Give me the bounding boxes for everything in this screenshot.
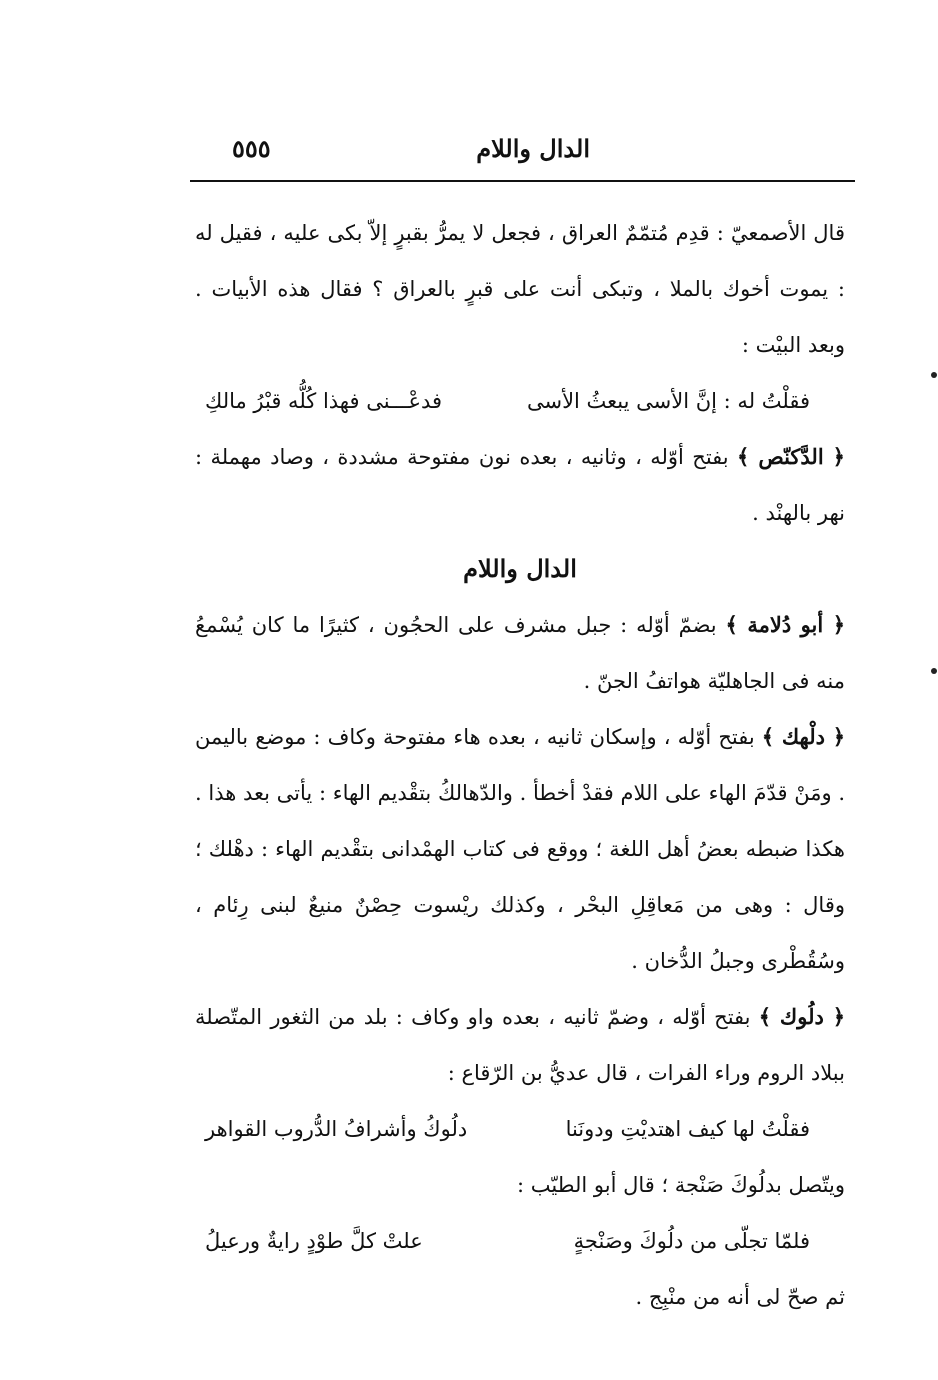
verse-hemistich: فقلْتُ لها كيف اهتديْتِ ودونَنا [565,1117,810,1141]
margin-dot [931,668,937,674]
entry-text: بضمّ أوّله : جبل مشرف على الحجُون ، كثيرًا ما كان يُسْمعُ منه فى الجاهليّة هواتفُ الجنّ . [195,613,845,693]
entry-text: بفتح أوّله ، وضمّ ثانيه ، بعده واو وكاف : بلد من الثغور المتّصلة ببلاد الروم وراء الفرات ، قال عديُّ بن الرّقاع : [195,1005,845,1085]
entry-headword: ﴿ دلُوك ﴾ [758,1004,845,1029]
verse-hemistich: فقلْتُ له : إنَّ الأسى يبعثُ الأسى [526,389,810,413]
running-header [190,130,855,176]
section-title: الدال واللام [463,554,577,583]
paragraph: ثم صحّ لى أنه من منْبِج . [635,1285,845,1309]
header-title: الدال واللام [476,134,590,163]
page-body [195,205,845,1325]
entry-headword: ﴿ دلْهك ﴾ [761,724,846,749]
margin-dot [931,372,937,378]
verse-hemistich: علتْ كلَّ طوْدٍ رايةٌ ورعيلُ [205,1229,423,1253]
entry-paragraph [195,709,845,989]
entry-headword: ﴿ أبو دُلامة ﴾ [725,612,846,637]
verse-hemistich: دلُوكُ وأشرافُ الدُّروب القواهر [205,1117,468,1141]
entry-paragraph [195,989,845,1101]
page-number: ٥٥٥ [232,134,271,163]
entry-text: بفتح أوّله ، وثانيه ، بعده نون مفتوحة مشددة ، وصاد مهملة : نهر بالهنْد . [195,445,845,525]
entry-headword: ﴿ الدَّكنّص ﴾ [737,444,845,469]
paragraph: ويتّصل بدلُوكَ صَنْجة ؛ قال أبو الطيّب : [517,1173,845,1197]
verse-line [195,1101,845,1157]
entry-paragraph [195,597,845,709]
verse-hemistich: فدعْـــنى فهذا كُلُّه قبْرُ مالكِ [205,389,443,413]
header-rule [190,180,855,182]
verse-line [195,1213,845,1269]
paragraph: قال الأصمعيّ : قدِم مُتمّمٌ العراق ، فجعل لا يمرُّ بقبرٍ إلاّ بكى عليه ، فقيل له : يموت أخوك بالملا ، وتبكى أنت على قبرٍ بالعراق ؟ فقال هذه الأبيات . وبعد البيْت : [195,221,845,357]
verse-hemistich: فلمّا تجلّى من دلُوكَ وصَنْجةٍ [573,1229,810,1253]
verse-line [195,373,845,429]
entry-text: بفتح أوّله ، وإسكان ثانيه ، بعده هاء مفتوحة وكاف : موضع باليمن . ومَنْ قدّمَ الهاء على اللام فقدْ أخطأ . والدّهالكُ بتقْديم الهاء : يأتى بعد هذا . هكذا ضبطه بعضُ أهل اللغة ؛ ووقع فى كتاب الهمْدانى بتقْديم الهاء : دهْلك ؛ وقال : وهى من مَعاقِلِ البحْر ، وكذلك ريْسوت حِصْنٌ منيعٌ لبنى رِئام ، وسُقُطْرى وجبلُ الدُّخان . [195,725,845,973]
entry-paragraph [195,429,845,541]
